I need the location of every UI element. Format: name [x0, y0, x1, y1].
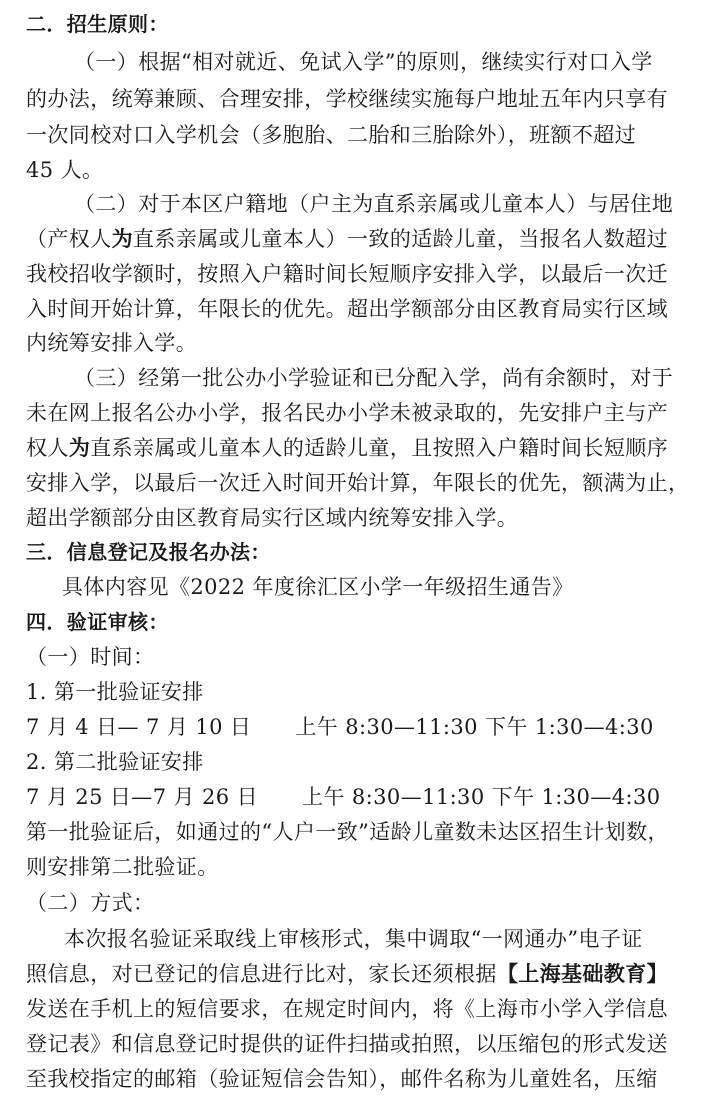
- paragraph-3-line-2: 未在网上报名公办小学，报名民办小学未被录取的，先安排户主与产: [26, 401, 668, 425]
- time-subheading: （一）时间：: [26, 645, 155, 669]
- paragraph-2-line-3: 我校招收学额时，按照入户籍时间长短顺序安排入学，以最后一次迁: [26, 262, 668, 286]
- paragraph-2-line-1: （二）对于本区户籍地（户主为直系亲属或儿童本人）与居住地: [74, 192, 674, 216]
- section-4-heading: 四．验证审核：: [26, 610, 169, 634]
- paragraph-2-line-2: （产权人为直系亲属或儿童本人）一致的适龄儿童，当报名人数超过: [26, 227, 669, 251]
- batch-1-schedule: 7 月 4 日— 7 月 10 日 上午 8:30—11:30 下午 1:30—4:30: [26, 715, 654, 739]
- method-line-3: 发送在手机上的短信要求，在规定时间内，将《上海市小学入学信息: [26, 997, 668, 1021]
- method-line-2: 照信息，对已登记的信息进行比对，家长还须根据【上海基础教育】: [26, 962, 669, 986]
- note-line-1: 第一批验证后，如通过的“人户一致”适龄儿童数未达区招生计划数，: [26, 820, 669, 844]
- paragraph-1-line-1: （一）根据“相对就近、免试入学”的原则，继续实行对口入学: [74, 50, 653, 74]
- paragraph-3-line-1: （三）经第一批公办小学验证和已分配入学，尚有余额时，对于: [74, 366, 674, 390]
- method-line-5: 至我校指定的邮箱（验证短信会告知），邮件名称为儿童姓名，压缩: [26, 1067, 658, 1091]
- section-3-text: 具体内容见《2022 年度徐汇区小学一年级招生通告》: [62, 575, 574, 599]
- paragraph-1-line-4: 45 人。: [26, 158, 104, 182]
- section-3-heading: 三．信息登记及报名办法：: [26, 540, 271, 564]
- section-2-heading: 二．招生原则：: [26, 12, 169, 36]
- paragraph-1-line-3: 一次同校对口入学机会（多胞胎、二胎和三胎除外），班额不超过: [26, 123, 637, 147]
- note-line-2: 则安排第二批验证。: [26, 855, 219, 879]
- paragraph-2-line-5: 内统筹安排入学。: [26, 331, 198, 355]
- paragraph-3-line-4: 安排入学，以最后一次迁入时间开始计算，年限长的优先，额满为止，: [26, 471, 690, 495]
- paragraph-2-line-4: 入时间开始计算，年限长的优先。超出学额部分由区教育局实行区域: [26, 297, 668, 321]
- paragraph-3-line-5: 超出学额部分由区教育局实行区域内统筹安排入学。: [26, 506, 519, 530]
- method-line-4: 登记表》和信息登记时提供的证件扫描或拍照，以压缩包的形式发送: [26, 1032, 668, 1056]
- batch-2-schedule: 7 月 25 日—7 月 26 日 上午 8:30—11:30 下午 1:30—4:30: [26, 785, 661, 809]
- method-line-1: 本次报名验证采取线上审核形式，集中调取“一网通办”电子证: [64, 927, 643, 951]
- paragraph-1-line-2: 的办法，统筹兼顾、合理安排，学校继续实施每户地址五年内只享有: [26, 87, 668, 111]
- method-subheading: （二）方式：: [26, 891, 155, 915]
- batch-2-title: 2. 第二批验证安排: [26, 750, 204, 774]
- batch-1-title: 1. 第一批验证安排: [26, 680, 204, 704]
- paragraph-3-line-3: 权人为直系亲属或儿童本人的适龄儿童，且按照入户籍时间长短顺序: [26, 436, 669, 460]
- wechat-account-name: 【上海基础教育】: [496, 962, 669, 986]
